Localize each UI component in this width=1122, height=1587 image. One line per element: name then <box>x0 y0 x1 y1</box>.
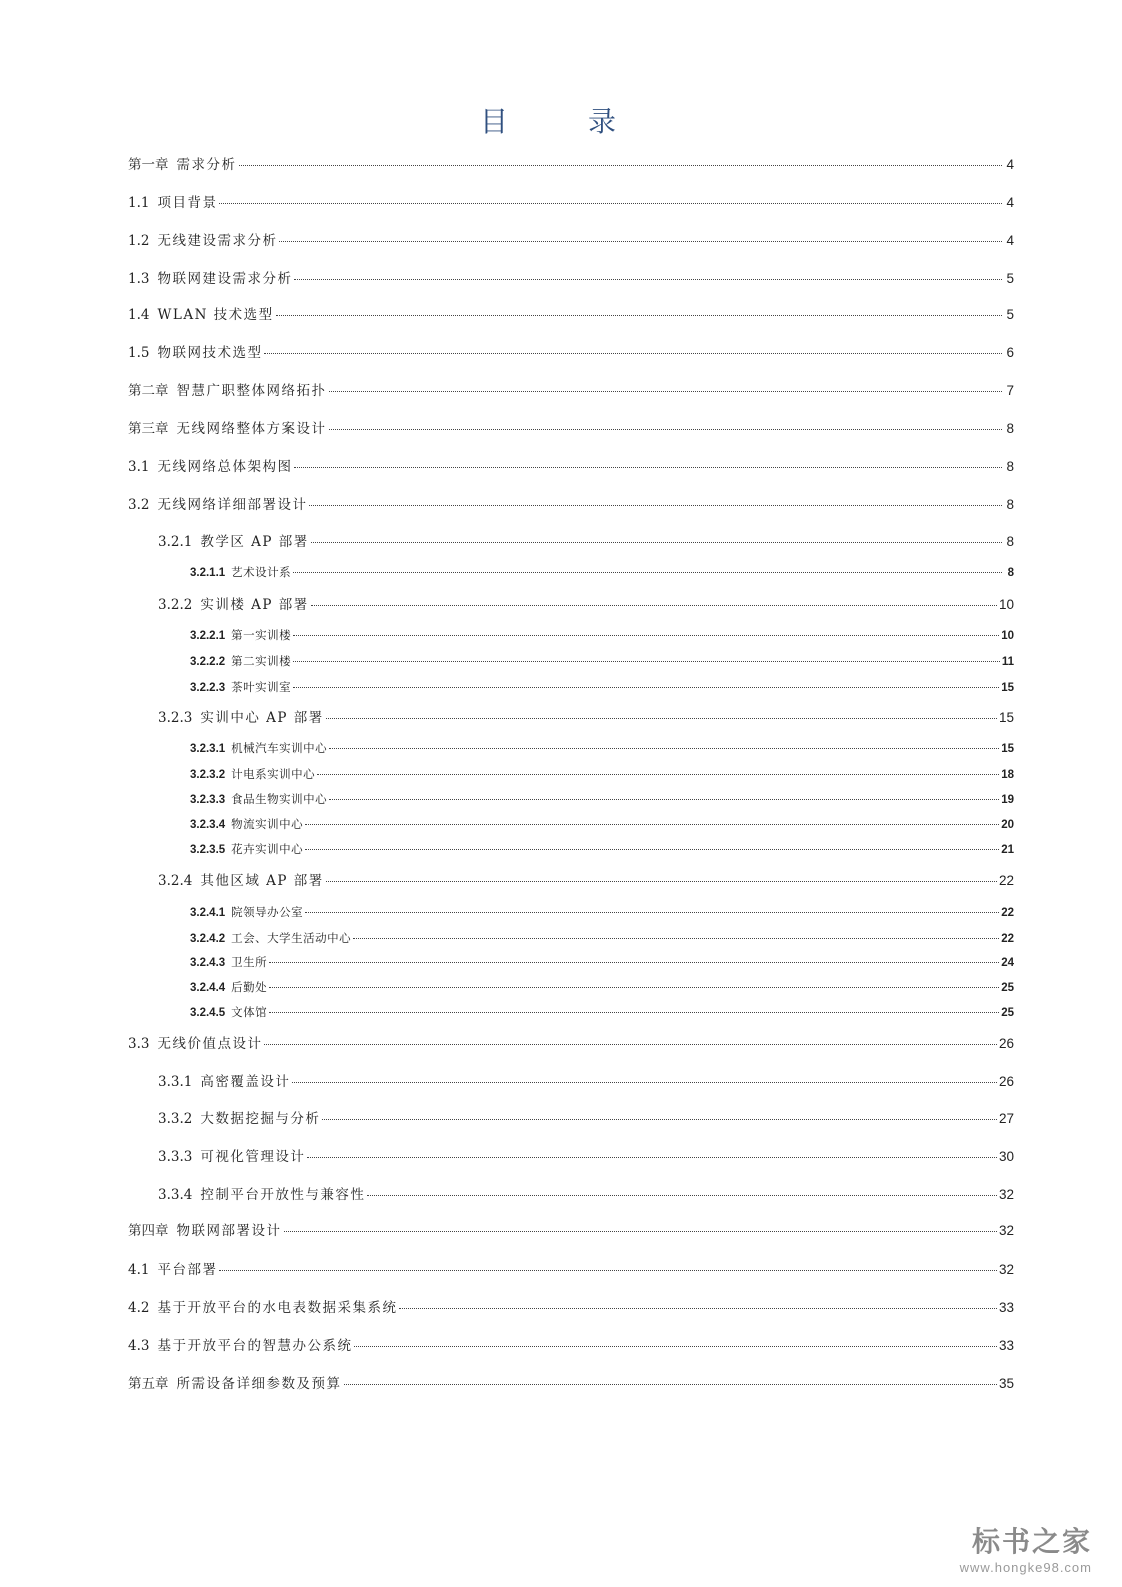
toc-dot-leader <box>344 1383 997 1385</box>
toc-dot-leader <box>293 686 999 688</box>
toc-dot-leader <box>329 798 999 800</box>
watermark-url: www.hongke98.com <box>959 1560 1092 1575</box>
toc-dot-leader <box>292 1081 997 1083</box>
toc-entry[interactable] <box>128 496 1014 514</box>
toc-entry-number: 3.3.2 <box>158 1111 193 1127</box>
toc-entry-number: 3.3.4 <box>158 1187 193 1203</box>
toc-entry-page: 33 <box>998 1300 1014 1315</box>
toc-entry-label: 第一实训楼 <box>231 628 292 642</box>
toc-entry-page: 15 <box>1001 743 1014 755</box>
toc-entry-label: 所需设备详细参数及预算 <box>176 1376 342 1392</box>
toc-entry-number: 3.2.4 <box>158 873 193 889</box>
toc-entry-number: 3.2.2.3 <box>190 682 226 694</box>
toc-entry-number: 3.2.3 <box>158 710 193 726</box>
toc-entry-number: 第三章 <box>128 421 169 437</box>
toc-entry-label: 智慧广职整体网络拓扑 <box>176 383 327 399</box>
toc-entry-page: 25 <box>1001 982 1014 994</box>
toc-entry-label: 计电系实训中心 <box>231 767 316 781</box>
toc-entry-page: 26 <box>998 1074 1014 1089</box>
toc-entry-label: 无线网络整体方案设计 <box>176 421 327 437</box>
toc-dot-leader <box>354 1345 996 1347</box>
toc-dot-leader <box>311 604 997 606</box>
toc-entry-page: 22 <box>1001 933 1014 945</box>
toc-dot-leader <box>326 717 997 719</box>
toc-entry-label: 控制平台开放性与兼容性 <box>200 1187 366 1203</box>
toc-entry-number: 3.2.2 <box>158 597 193 613</box>
toc-entry[interactable] <box>190 563 1014 582</box>
toc-entry-page: 22 <box>1001 907 1014 919</box>
toc-entry[interactable] <box>190 678 1014 697</box>
toc-entry-page: 7 <box>1006 383 1014 398</box>
toc-entry-page: 22 <box>998 873 1014 888</box>
toc-entry-page: 35 <box>998 1376 1014 1391</box>
toc-entry[interactable] <box>158 872 1014 890</box>
toc-dot-leader <box>279 240 1002 242</box>
toc-entry-number: 3.2 <box>128 497 150 513</box>
toc-entry-label: 实训楼 AP 部署 <box>200 597 309 613</box>
toc-dot-leader <box>293 660 1000 662</box>
toc-entry-label: WLAN 技术选型 <box>157 307 274 323</box>
toc-entry-label: 平台部署 <box>157 1262 218 1278</box>
toc-entry-page: 15 <box>998 710 1014 725</box>
toc-entry-label: 无线网络详细部署设计 <box>157 497 308 513</box>
toc-entry[interactable] <box>190 929 1014 948</box>
toc-entry[interactable] <box>128 1299 1014 1317</box>
toc-entry[interactable] <box>190 765 1014 784</box>
toc-entry-number: 1.1 <box>128 195 150 211</box>
toc-dot-leader <box>239 164 1003 166</box>
toc-entry-number: 3.2.1 <box>158 534 193 550</box>
toc-entry-label: 第二实训楼 <box>231 654 292 668</box>
toc-entry-number: 第二章 <box>128 383 169 399</box>
toc-entry-page: 32 <box>998 1187 1014 1202</box>
toc-entry-page: 24 <box>1001 957 1014 969</box>
toc-dot-leader <box>399 1307 996 1309</box>
toc-dot-leader <box>269 961 999 963</box>
toc-entry-number: 4.1 <box>128 1262 150 1278</box>
toc-entry[interactable] <box>190 626 1014 645</box>
toc-entry-label: 机械汽车实训中心 <box>231 741 328 755</box>
watermark-logo-text: 标书之家 <box>971 1526 1092 1557</box>
toc-entry-label: 基于开放平台的智慧办公系统 <box>157 1338 353 1354</box>
toc-entry-page: 4 <box>1006 195 1014 210</box>
toc-dot-leader <box>219 202 1002 204</box>
toc-entry[interactable] <box>158 1110 1014 1128</box>
toc-entry-label: 无线网络总体架构图 <box>157 459 293 475</box>
toc-entry-number: 1.4 <box>128 307 150 323</box>
toc-entry[interactable] <box>128 458 1014 476</box>
toc-entry-label: 其他区域 AP 部署 <box>200 873 324 889</box>
toc-entry-page: 5 <box>1006 307 1014 322</box>
toc-entry-page: 15 <box>1001 682 1014 694</box>
toc-entry[interactable] <box>158 1073 1014 1091</box>
toc-dot-leader <box>307 1156 997 1158</box>
toc-dot-leader <box>309 504 1002 506</box>
toc-entry-number: 3.2.3.2 <box>190 769 226 781</box>
toc-entry[interactable] <box>128 1035 1014 1053</box>
toc-entry[interactable] <box>128 194 1014 212</box>
toc-entry-number: 3.2.4.3 <box>190 957 226 969</box>
toc-entry-label: 无线价值点设计 <box>157 1036 263 1052</box>
toc-dot-leader <box>269 1011 999 1013</box>
toc-dot-leader <box>294 278 1002 280</box>
toc-dot-leader <box>329 747 999 749</box>
toc-entry[interactable] <box>190 953 1014 972</box>
toc-entry-number: 3.2.3.1 <box>190 743 226 755</box>
toc-entry[interactable] <box>128 270 1014 288</box>
toc-entry-page: 32 <box>998 1262 1014 1277</box>
toc-entry-label: 食品生物实训中心 <box>231 792 328 806</box>
toc-entry-page: 8 <box>1006 459 1014 474</box>
toc-entry[interactable] <box>128 382 1014 400</box>
toc-entry-number: 3.2.2.1 <box>190 630 226 642</box>
toc-dot-leader <box>305 823 999 825</box>
toc-entry[interactable] <box>190 652 1014 671</box>
toc-entry[interactable] <box>158 1148 1014 1166</box>
toc-entry-label: 艺术设计系 <box>231 565 292 579</box>
toc-entry-number: 3.2.2.2 <box>190 656 226 668</box>
toc-entry-label: 卫生所 <box>231 955 268 969</box>
toc-dot-leader <box>219 1269 996 1271</box>
toc-entry-number: 3.2.1.1 <box>190 567 226 579</box>
toc-entry-page: 11 <box>1001 656 1014 668</box>
toc-dot-leader <box>264 1043 996 1045</box>
toc-entry-label: 大数据挖掘与分析 <box>200 1111 321 1127</box>
toc-entry-page: 33 <box>998 1338 1014 1353</box>
toc-entry-number: 4.2 <box>128 1300 150 1316</box>
toc-entry-label: 物联网技术选型 <box>157 345 263 361</box>
toc-entry[interactable] <box>190 1003 1014 1022</box>
toc-entry-number: 3.2.3.4 <box>190 819 226 831</box>
toc-entry-label: 花卉实训中心 <box>231 842 304 856</box>
watermark <box>960 1520 1092 1575</box>
toc-entry[interactable] <box>158 709 1014 727</box>
toc-entry-number: 1.5 <box>128 345 150 361</box>
toc-entry-number: 3.3 <box>128 1036 150 1052</box>
toc-entry-label: 院领导办公室 <box>231 905 304 919</box>
toc-dot-leader <box>293 634 999 636</box>
toc-entry-page: 8 <box>1007 567 1014 579</box>
toc-entry-label: 茶叶实训室 <box>231 680 292 694</box>
toc-entry-page: 27 <box>998 1111 1014 1126</box>
toc-entry-label: 物联网部署设计 <box>176 1223 282 1239</box>
toc-entry[interactable] <box>190 840 1014 859</box>
toc-entry-page: 30 <box>998 1149 1014 1164</box>
toc-entry[interactable] <box>158 533 1014 551</box>
toc-entry[interactable] <box>128 1375 1014 1393</box>
toc-entry[interactable] <box>128 1337 1014 1355</box>
toc-entry[interactable] <box>190 815 1014 834</box>
toc-entry-page: 18 <box>1001 769 1014 781</box>
toc-entry-page: 25 <box>1001 1007 1014 1019</box>
toc-entry-page: 10 <box>1001 630 1014 642</box>
toc-dot-leader <box>329 390 1003 392</box>
toc-entry[interactable] <box>128 1261 1014 1279</box>
toc-entry[interactable] <box>158 596 1014 614</box>
toc-entry-page: 4 <box>1006 157 1014 172</box>
toc-entry-number: 第四章 <box>128 1223 169 1239</box>
toc-dot-leader <box>367 1194 997 1196</box>
toc-entry-label: 高密覆盖设计 <box>200 1074 291 1090</box>
toc-entry-label: 项目背景 <box>157 195 218 211</box>
toc-entry-label: 物流实训中心 <box>231 817 304 831</box>
toc-entry-page: 26 <box>998 1036 1014 1051</box>
toc-entry-page: 8 <box>1006 421 1014 436</box>
toc-dot-leader <box>264 352 1002 354</box>
toc-entry[interactable] <box>128 232 1014 250</box>
toc-entry-number: 3.3.3 <box>158 1149 193 1165</box>
toc-entry[interactable] <box>190 739 1014 758</box>
toc-entry-number: 3.2.3.5 <box>190 844 226 856</box>
toc-title: 目 录 <box>479 105 642 138</box>
toc-dot-leader <box>317 773 999 775</box>
toc-entry-number: 第一章 <box>128 157 169 173</box>
toc-entry-number: 1.2 <box>128 233 150 249</box>
toc-entry-number: 第五章 <box>128 1376 169 1392</box>
toc-dot-leader <box>311 541 1002 543</box>
toc-entry-label: 物联网建设需求分析 <box>157 271 293 287</box>
toc-entry-label: 工会、大学生活动中心 <box>231 931 352 945</box>
toc-entry-page: 6 <box>1006 345 1014 360</box>
toc-dot-leader <box>294 466 1002 468</box>
toc-entry-number: 3.2.3.3 <box>190 794 226 806</box>
toc-entry-label: 实训中心 AP 部署 <box>200 710 324 726</box>
toc-entry-label: 文体馆 <box>231 1005 268 1019</box>
toc-entry[interactable] <box>128 1222 1014 1240</box>
toc-dot-leader <box>305 848 999 850</box>
toc-entry-label: 基于开放平台的水电表数据采集系统 <box>157 1300 398 1316</box>
toc-dot-leader <box>329 428 1003 430</box>
toc-entry-page: 21 <box>1001 844 1014 856</box>
toc-entry-page: 4 <box>1006 233 1014 248</box>
toc-entry-number: 3.1 <box>128 459 150 475</box>
toc-entry-number: 3.3.1 <box>158 1074 193 1090</box>
toc-entry-number: 1.3 <box>128 271 150 287</box>
toc-entry-page: 19 <box>1001 794 1014 806</box>
toc-dot-leader <box>269 986 999 988</box>
toc-entry-page: 10 <box>998 597 1014 612</box>
toc-entry-number: 3.2.4.4 <box>190 982 226 994</box>
toc-entry[interactable] <box>128 156 1014 174</box>
toc-entry[interactable] <box>128 344 1014 362</box>
toc-entry-page: 5 <box>1006 271 1014 286</box>
toc-entry[interactable] <box>128 306 1014 324</box>
toc-entry-number: 3.2.4.2 <box>190 933 226 945</box>
toc-dot-leader <box>284 1230 997 1232</box>
toc-entry-label: 可视化管理设计 <box>200 1149 306 1165</box>
toc-entry[interactable] <box>190 978 1014 997</box>
toc-dot-leader <box>305 911 999 913</box>
toc-entry[interactable] <box>190 790 1014 809</box>
toc-entry[interactable] <box>158 1186 1014 1204</box>
toc-entry-number: 3.2.4.5 <box>190 1007 226 1019</box>
toc-dot-leader <box>322 1118 997 1120</box>
toc-entry[interactable] <box>190 903 1014 922</box>
toc-dot-leader <box>293 571 1002 573</box>
toc-entry-page: 8 <box>1006 534 1014 549</box>
toc-dot-leader <box>276 314 1002 316</box>
toc-entry-label: 后勤处 <box>231 980 268 994</box>
toc-entry-number: 3.2.4.1 <box>190 907 226 919</box>
toc-entry[interactable] <box>128 420 1014 438</box>
toc-entry-label: 需求分析 <box>176 157 237 173</box>
toc-entry-page: 8 <box>1006 497 1014 512</box>
toc-dot-leader <box>353 937 999 939</box>
toc-dot-leader <box>326 880 997 882</box>
toc-entry-page: 20 <box>1001 819 1014 831</box>
toc-entry-label: 无线建设需求分析 <box>157 233 278 249</box>
toc-entry-label: 教学区 AP 部署 <box>200 534 309 550</box>
toc-entry-number: 4.3 <box>128 1338 150 1354</box>
toc-entry-page: 32 <box>998 1223 1014 1238</box>
